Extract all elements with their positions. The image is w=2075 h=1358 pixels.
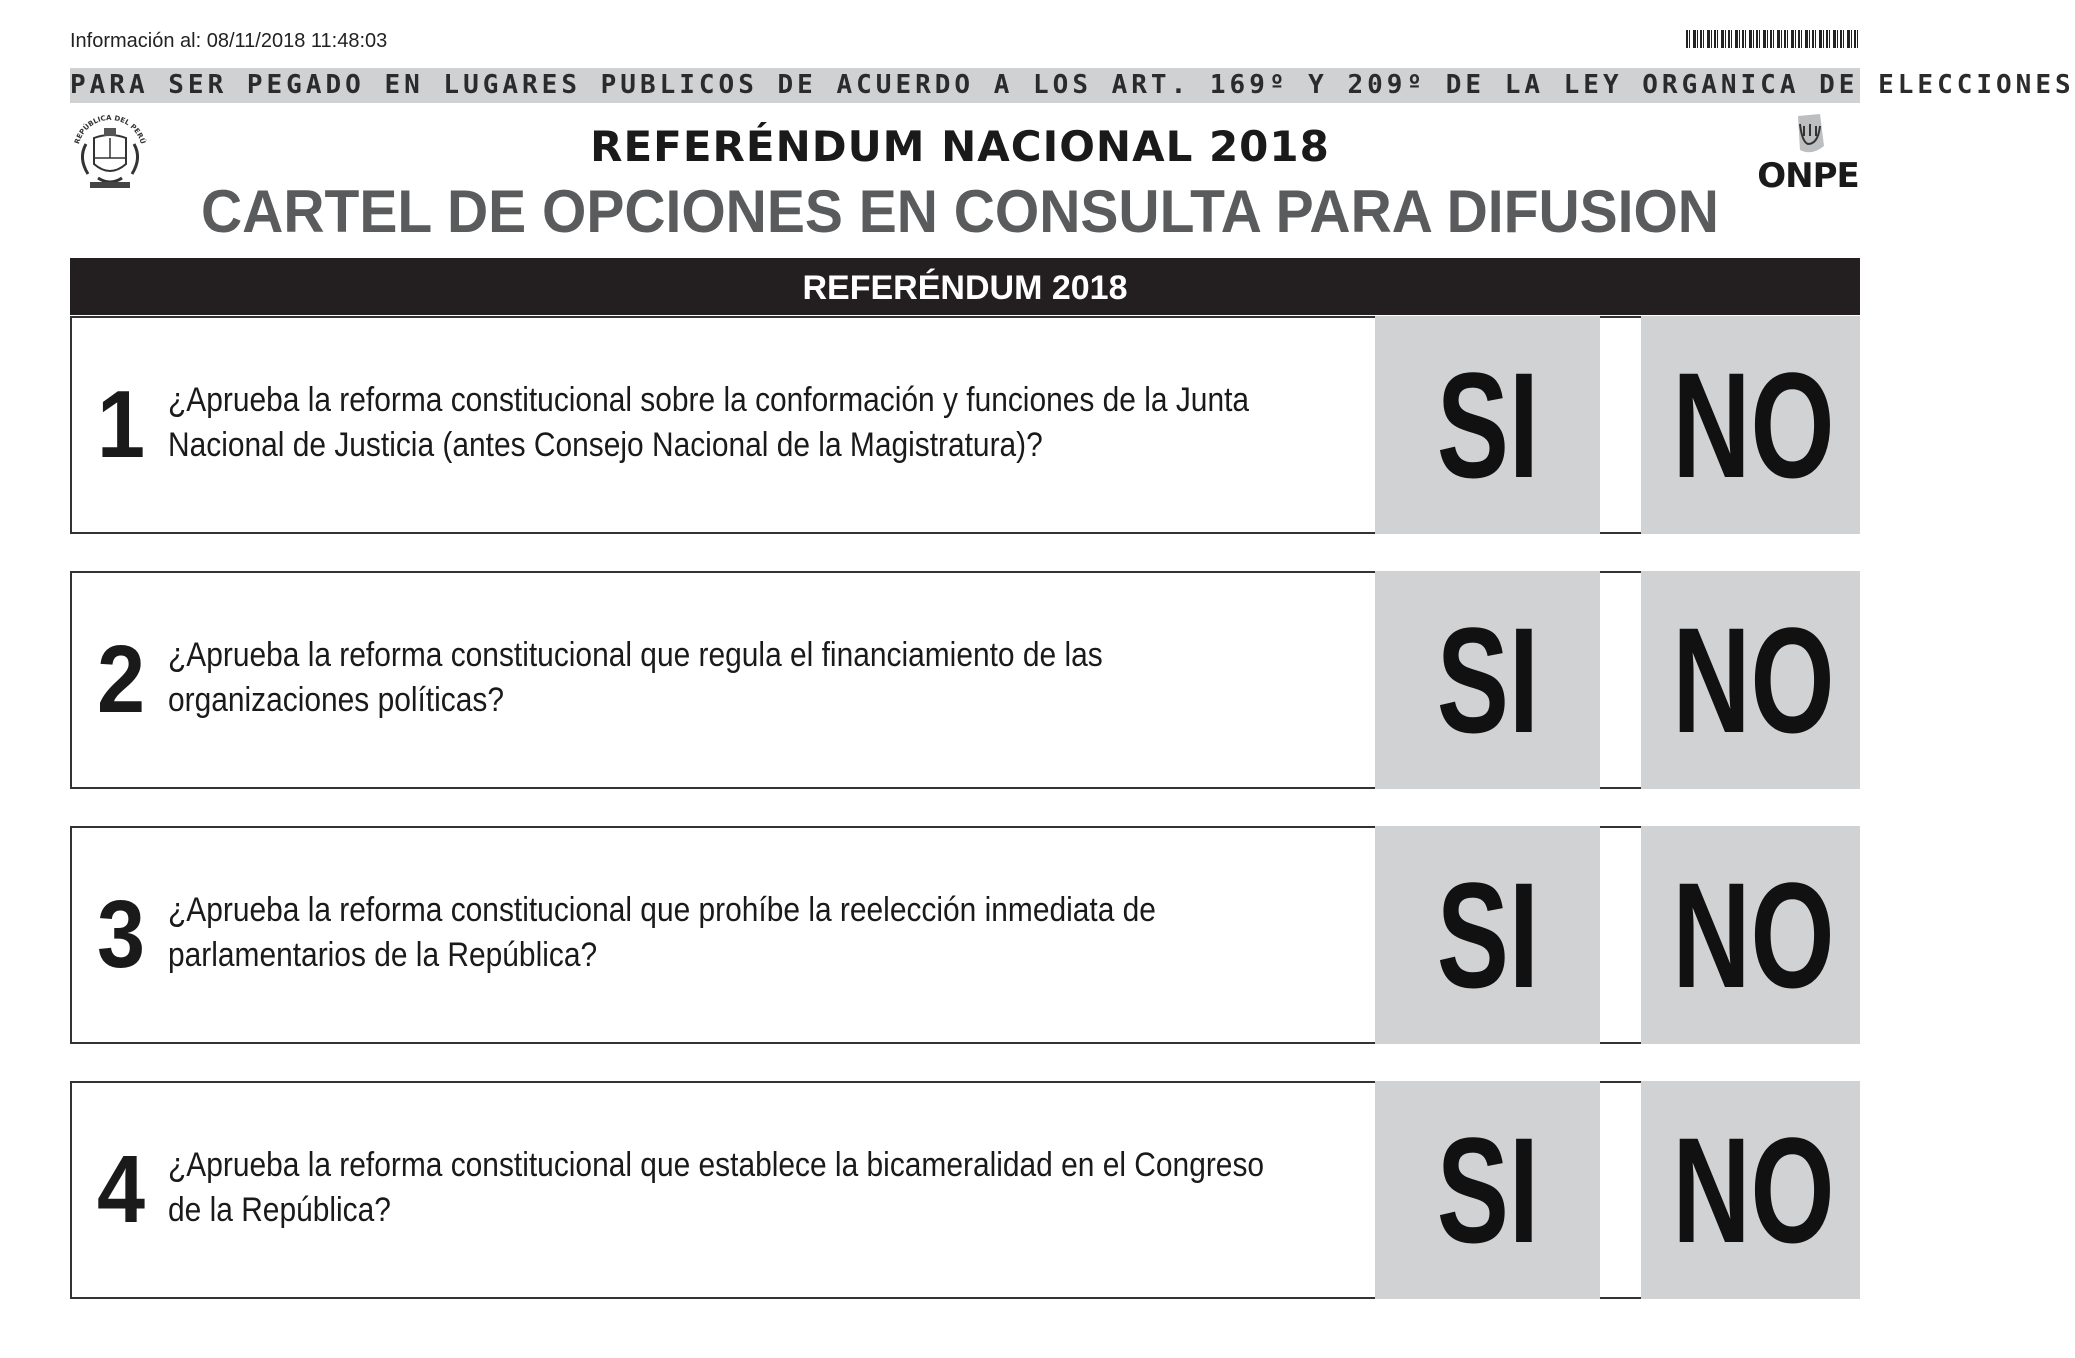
question-text-line: ¿Aprueba la reforma constitucional que establece la bicameralidad en el Congreso [168,1146,1265,1184]
question-number: 1 [97,371,146,478]
option-no-box[interactable] [1641,571,1860,789]
question-text [168,1143,1347,1233]
option-no-box[interactable] [1641,316,1860,534]
option-no-label: NO [1672,851,1835,1019]
question-text-line: de la República? [168,1191,391,1229]
question-text-line: parlamentarios de la República? [168,936,598,974]
option-yes-box[interactable] [1375,826,1600,1044]
option-yes-label: SI [1436,341,1539,509]
option-no-label: NO [1672,596,1835,764]
question-text-line: Nacional de Justicia (antes Consejo Nacional de la Magistratura)? [168,426,1043,464]
question-text-line: ¿Aprueba la reforma constitucional que regula el financiamiento de las [168,636,1103,674]
question-row [70,571,1860,789]
question-text [168,378,1347,468]
option-yes-label: SI [1436,851,1539,1019]
option-no-label: NO [1672,1106,1835,1274]
question-text-line: ¿Aprueba la reforma constitucional que prohíbe la reelección inmediata de [168,891,1156,929]
question-row [70,826,1860,1044]
option-no-label: NO [1672,341,1835,509]
question-row [70,316,1860,534]
section-header: REFERÉNDUM 2018 [70,258,1860,315]
divider [1600,1081,1641,1299]
option-no-box[interactable] [1641,1081,1860,1299]
divider [1600,826,1641,1044]
info-timestamp: Información al: 08/11/2018 11:48:03 [70,30,388,52]
question-text-line: organizaciones políticas? [168,681,504,719]
question-text [168,888,1347,978]
law-banner: PARA SER PEGADO EN LUGARES PUBLICOS DE ACUERDO A LOS ART. 169º Y 209º DE LA LEY ORGANICA DE ELECCIONES [70,68,1860,103]
option-no-box[interactable] [1641,826,1860,1044]
option-yes-box[interactable] [1375,1081,1600,1299]
option-yes-box[interactable] [1375,316,1600,534]
page-title: REFERÉNDUM NACIONAL 2018 [590,122,1330,171]
divider [1600,571,1641,789]
page-subtitle: CARTEL DE OPCIONES EN CONSULTA PARA DIFUSION [201,178,1719,245]
question-number: 2 [97,626,146,733]
barcode [1686,30,1860,48]
onpe-logo-text: ONPE [1757,156,1859,196]
question-text-line: ¿Aprueba la reforma constitucional sobre la conformación y funciones de la Junta [168,381,1250,419]
question-row [70,1081,1860,1299]
option-yes-box[interactable] [1375,571,1600,789]
divider [1600,316,1641,534]
question-number: 4 [97,1136,146,1243]
question-number: 3 [97,881,146,988]
option-yes-label: SI [1436,596,1539,764]
option-yes-label: SI [1436,1106,1539,1274]
seal-text: REPÚBLICA DEL PERÚ [73,113,147,145]
question-text [168,633,1347,723]
